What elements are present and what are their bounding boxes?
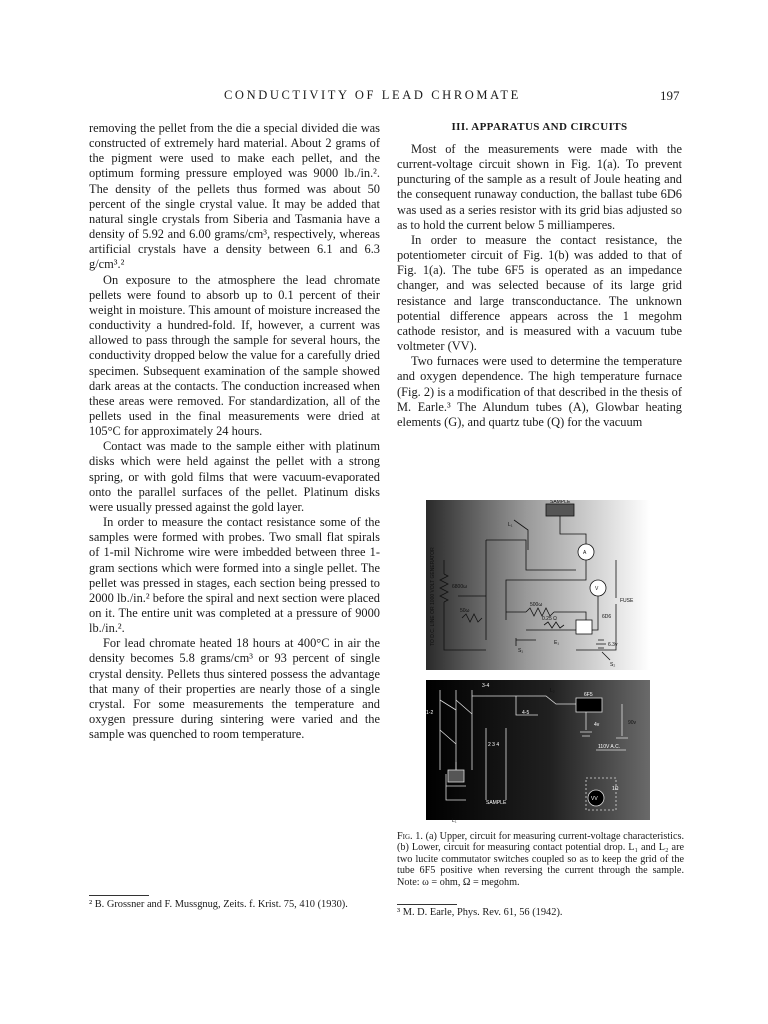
label-l2: L₂	[550, 688, 555, 694]
label-sample-bottom: SAMPLE	[486, 800, 507, 806]
label-res-1meg: 1Ω	[612, 786, 619, 792]
label-fuse: FUSE	[620, 598, 634, 604]
label-110vac: 110V A.C.	[598, 744, 621, 750]
label-supply: TO D.C. LINE OR 1000 VOLT GENERATOR	[430, 547, 436, 646]
label-sw-12: 1-2	[426, 710, 434, 716]
right-paragraph-3: Two furnaces were used to determine the temperature and oxygen dependence. The high temperature furnace (Fig. 2) is a modification of that described in the thesis of M. Earle.³ The Alundum tubes (A), Glowbar heating elements (G), and quartz tube (Q) for the vacuum	[397, 354, 682, 429]
left-paragraph-4: In order to measure the contact resistance some of the samples were formed with probes. Two small flat spirals of 1-mil Nichrome wire were imbedded between three 1-gram sections which were formed into a single pellet. The pellet was pressed in stages, each section being pressed to 2000 lb./in.² before the spiral and next section were placed on it. The entire unit was completed at a pressure of 9000 lb./in.².	[89, 515, 380, 636]
left-paragraph-5: For lead chromate heated 18 hours at 400°C in air the density becomes 5.8 grams/cm³ or 93 percent of single crystal density. Pellets thus sintered possess the advantage that many of their properties are nearly those of a single crystal. For some measurements the temperature and oxygen pressure during sintering were varied and the sample was quenched to room temperature.	[89, 636, 380, 742]
running-head	[0, 88, 768, 104]
right-paragraph-2: In order to measure the contact resistance, the potentiometer circuit of Fig. 1(b) was added to that of Fig. 1(a). The tube 6F5 is operated as an impedance changer, and was selected because of its large grid resistance and large transconductance. The unknown potential difference appears across the 1 megohm cathode resistor, and is measured with a vacuum tube voltmeter (VV).	[397, 232, 682, 354]
label-res-025: 0.25 Ω	[542, 616, 557, 622]
label-l1-bottom: L₁	[452, 818, 457, 824]
running-title: CONDUCTIVITY OF LEAD CHROMATE	[224, 88, 521, 102]
caption-figure-label: Fig. 1.	[397, 831, 423, 842]
section-heading: III. APPARATUS AND CIRCUITS	[451, 121, 628, 133]
label-e1: E₁	[554, 640, 560, 646]
label-vv: VV	[591, 796, 598, 802]
footnote-rule-left	[89, 895, 149, 896]
sample-bottom-box	[448, 770, 464, 782]
label-res-6800: 6800ω	[452, 584, 468, 590]
right-paragraph-1: Most of the measurements were made with the current-voltage circuit shown in Fig. 1(a). To prevent puncturing of the sample as a result of Joule heating and the consequent runaway conduction, the ballast tube 6D6 was used as a series resistor with its grid bias adjusted so as to hold the current below 5 milliamperes.	[397, 142, 682, 232]
circuit-diagram	[426, 500, 650, 826]
label-tube-6f5: 6F5	[584, 692, 593, 698]
label-s2: S₂	[610, 662, 616, 668]
left-column	[89, 121, 380, 742]
left-paragraph-1: removing the pellet from the die a special divided die was constructed of extremely hard material. About 2 grams of the pigment were used to make each pellet, and the optimum forming pressure employed was 9000 lb./in.². The density of the pellets thus formed was about 50 percent of the single crystal value. It may be added that natural single crystals from Siberia and Tasmania have a density of 5.92 and 6.00 grams/cm³, respectively, whereas artificial crystals have a density between 6.1 and 6.3 g/cm³.²	[89, 121, 380, 272]
label-res-50: 50ω	[460, 608, 470, 614]
footnote-left: ² B. Grossner and F. Mussgnug, Zeits. f. Krist. 75, 410 (1930).	[89, 899, 348, 910]
label-res-500: 500ω	[530, 602, 543, 608]
caption-text: (a) Upper, circuit for measuring current-voltage characteristics. (b) Lower, circuit for measuring contact potential drop. L₁ and L₂ are two lucite commutator switches coupled so as to keep the grid of the tube 6F5 positive when reversing the current through the sample. Note: ω = ohm, Ω = megohm.	[397, 831, 684, 888]
label-sample-top: SAMPLE	[550, 500, 571, 505]
lower-circuit	[426, 680, 650, 820]
footnote-right: ³ M. D. Earle, Phys. Rev. 61, 56 (1942).	[397, 907, 563, 918]
label-sw-45: 4-5	[522, 710, 530, 716]
tube-6d6-icon	[576, 620, 592, 634]
right-column	[397, 121, 682, 430]
label-s1: S₁	[518, 648, 524, 654]
label-batt-63: 6.3v	[608, 642, 618, 648]
tube-6f5-icon	[576, 698, 602, 712]
label-voltmeter: V	[595, 586, 599, 592]
circuit-figure	[426, 500, 650, 826]
label-batt-90v: 90v	[628, 720, 637, 726]
label-l1-top: L₁	[508, 522, 513, 528]
label-sw-34: 3-4	[482, 683, 490, 689]
label-probes: 2 3 4	[488, 742, 500, 748]
label-ammeter: A	[583, 550, 587, 556]
figure-caption	[397, 831, 684, 888]
label-batt-4v: 4v	[594, 722, 600, 728]
label-tube-6d6: 6D6	[602, 614, 612, 620]
sample-top-box	[546, 504, 574, 516]
left-paragraph-3: Contact was made to the sample either with platinum disks which were held against the pellet with a strong spring, or with gold films that were vacuum-evaporated onto the parallel surfaces of the pellet. Platinum disks were usually pressed against the gold layer.	[89, 439, 380, 514]
left-paragraph-2: On exposure to the atmosphere the lead chromate pellets were found to absorb up to 0.1 percent of their weight in moisture. This amount of moisture increased the conductivity a hundred-fold. If, however, a current was allowed to pass through the sample for several hours, the conductivity dropped below the value for a carefully dried specimen. Subsequent examination of the sample showed dark areas at the contacts. The conduction increased when these areas were removed. For standardization, all of the pellets used in the final measurements were dried at 105°C for approximately 24 hours.	[89, 272, 380, 439]
page-number: 197	[660, 88, 680, 103]
footnote-rule-right	[397, 904, 457, 905]
